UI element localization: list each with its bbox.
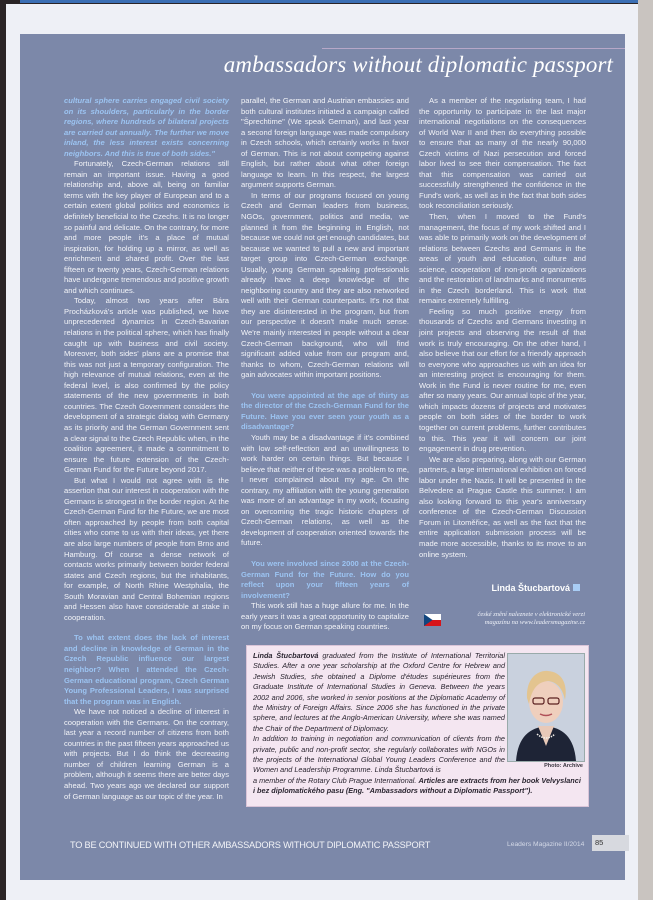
paragraph: But what I would not agree with is the assertion that our interest in cooperation with the Germans is strongest in the border region. At the Czech-German Fund for the Future, we are most often approached by people from both capital cities who come to us with their ideas, yet there are also large numbers of people from Brno and Hamburg. Of course a dense network of contacts works primarily between border federal states and Czech regions, but the inhabitants, for example, of North Rhine Westphalia, the South Moravian and Central Bohemian regions and Hessen also have considerable at stake in cooperation. bbox=[64, 475, 229, 622]
paragraph: Today, almost two years after Bára Procházková's article was published, we have unprecedented dynamics in Czech-Bavarian relations in the political sphere, which has finally caught up with business and civil society. Moreover, both sides' plans are a promise that this was not just a temporary configuration. The high relevance of mutual relations, even at the federal level, is also confirmed by the policy statements of the new governments in both countries. The Czech Government considers the development of a strategic dialog with Germany as its priority and the German Government sent a clear signal to the Czech Republic when, in the coalition agreement, it made a commitment to ensure the future extension of the Czech-German Fund for the Future beyond 2017. bbox=[64, 296, 229, 475]
title-rule bbox=[322, 48, 625, 49]
magazine-issue: Leaders Magazine II/2014 bbox=[507, 841, 585, 848]
bio-text bbox=[253, 651, 505, 776]
photo-credit: Photo: Archive bbox=[544, 763, 583, 769]
bio-name: Linda Štucbartová bbox=[253, 651, 319, 660]
paragraph: Youth may be a disadvantage if it's combined with low self-reflection and an unwillingness to work harder on certain things. But because I believe that neither of these was a problem to me, I never complained about my age. On the contrary, my affiliation with the young generation was more of an advantage in my work, focusing on overcoming the tragic historic chapters of Czech-German relations, as well as the development of cooperation oriented towards the future. bbox=[241, 432, 410, 548]
paragraph: We are also preparing, along with our German partners, a large international exhibition on forced labor under the Nazis. It will be presented in the Belvedere at Prague Castle this summer. I am also looking forward to this year's anniversary conference of the Czech-German Discussion Forum in Litoměřice, as well as the fact that the entire application submission process will be made more accessible, thanks to its move to an online system. bbox=[419, 454, 586, 559]
paragraph: We have not noticed a decline of interest in cooperation with the Germans. On the contrary, last year a record number of citizens from both countries in the past fifteen years approached us with projects. But I do think the decreasing number of children learning German is a problem, although it seems there are better days ahead. Two years ago we declared our support of German language as our topic of the year. In bbox=[64, 707, 229, 801]
column-3 bbox=[419, 96, 586, 560]
author-bio-box bbox=[246, 645, 589, 807]
page-edge bbox=[638, 0, 653, 900]
page-number: 85 bbox=[592, 835, 629, 851]
book-reference: Articles are extracts from her book Velvyslanci i bez diplomatického pasu (Eng. "Ambassadors without a Diplomatic Passport"). bbox=[253, 776, 581, 796]
bio-tail bbox=[253, 776, 583, 797]
bio-paragraph-3: a member of the Rotary Club Prague International. bbox=[253, 776, 419, 785]
bio-paragraph-1: graduated from the Institute of International Territorial Studies. After a one year scholarship at the Oxford Centre for Hebrew and Jewish Studies, she obtained a Diplome d'études supérieures from the Graduate Institute of International Studies in Geneva. Between the years 2002 and 2006, she worked in senior positions at the Diplomatic Academy of the Ministry of Foreign Affairs. Since 2006 she has functioned in the private sphere, and lectures at the Anglo-American University, where she was named the Chair of the Department of Diplomacy. bbox=[253, 651, 505, 733]
question-continued: cultural sphere carries engaged civil society on its shoulders, particularly in the border regions, where hundreds of bilateral projects are carried out annually. The further we move inland, the less interest exists concerning neighbors. And this is true of both sides." bbox=[64, 96, 229, 158]
column-1 bbox=[64, 96, 229, 802]
paragraph: Fortunately, Czech-German relations still remain an important issue. Having a good relationship and, above all, being on familiar terms with the key player of European and to a certain extent global politics and economics is definitely beneficial to the Czechs. It is no longer so painful and delicate. On the contrary, for more and more people it's a place of mutual inspiration, for holding up a mirror, as well as enrichment and shared profit. Over the last fifteen or twenty years, Czech-German relations have undergone tremendous and positive growth and which continues. bbox=[64, 159, 229, 295]
author-photo bbox=[507, 653, 585, 762]
paragraph: Feeling so much positive energy from thousands of Czechs and Germans investing in joint projects and observing the result of that work is truly encouraging. On the other hand, I also believe that our effort for a friendly approach to everyone who approaches us with an idea for an interesting project is encouraging for them. Work in the Fund is never routine for me, even after so many years. Our annual topic of the year, which impacts dozens of projects and motivates people on both sides of the border to work together on current problems, further contributes to this. This year it will concern our joint engagement in drug prevention. bbox=[419, 306, 586, 454]
paragraph: Then, when I moved to the Fund's management, the focus of my work shifted and I was able to primarily work on the development of relations between Czechs and Germans in the areas of youth and education, culture and science, cooperation of non-profit organizations and the restoration of landmarks and monuments in the Czech borderland. This is work that remains extremely fulfilling. bbox=[419, 212, 586, 306]
portrait-illustration bbox=[508, 654, 584, 761]
czech-note-line1: české znění naleznete v elektronické verzi bbox=[477, 611, 585, 618]
czech-flag-icon bbox=[424, 614, 441, 626]
interview-question: You were involved since 2000 at the Czech-German Fund for the Future. How do you reflect upon your fifteen years of involvement? bbox=[241, 558, 409, 600]
continuation-note: TO BE CONTINUED WITH OTHER AMBASSADORS WITHOUT DIPLOMATIC PASSPORT bbox=[70, 840, 431, 850]
interview-question: You were appointed at the age of thirty as the director of the Czech-German Fund for the Future. Have you ever seen your youth as a disadvantage? bbox=[241, 390, 409, 432]
column-2 bbox=[241, 96, 409, 633]
paragraph-continued: parallel, the German and Austrian embassies and both cultural institutes initiated a campaign called "Šprechtime" (We speak German), and last year a second foreign language was made compulsory in Czech schools, which certainly works in favor of German. This is not about competing against English, but rather about what other foreign language to learn. In this respect, the largest argument supports German. bbox=[241, 96, 409, 190]
czech-note-line2: magazínu na www.leadersmagazine.cz bbox=[484, 619, 585, 626]
author-signature bbox=[470, 583, 580, 593]
article-title: ambassadors without diplomatic passport bbox=[223, 52, 613, 77]
top-strip bbox=[20, 0, 638, 3]
signature-name: Linda Štucbartová bbox=[491, 583, 570, 593]
czech-version-note bbox=[455, 611, 585, 627]
paragraph: In terms of our programs focused on young Czech and German leaders from business, NGOs, government, politics and media, we planned it from the beginning in English, not because we could not get enough candidates, but because we wanted to pull a new and important target group into Czech-German exchange. Usually, young German speaking professionals already have a deep knowledge of the neighboring country and they are also networked well with their German counterparts. It's not that they are disinterested in the program, but from our perspective it doesn't make much sense. We're mainly interested in people without a clear Czech-German background, who will find significant added value from our program and, thanks to whom, Czech-German relations will gain advocates within important positions. bbox=[241, 190, 409, 380]
paragraph: This work still has a huge allure for me. In the early years it was a great opportunity to capitalize on my focus on German speaking countries. bbox=[241, 601, 409, 632]
end-mark-icon bbox=[573, 584, 580, 591]
paragraph: As a member of the negotiating team, I had the opportunity to participate in the last major international negotiations on the consequences of World War II and then do everything possible to ensure that as many of the nearly 90,000 Czech victims of Nazi persecution and forced labor lived to see their compensation. The fact that this compensation was carried out successfully strengthened the confidence in the Fund's work, as well as in the fact that both sides took reconciliation seriously. bbox=[419, 96, 586, 211]
bio-paragraph-2: In addition to training in negotiation and communication of clients from the private, public and non-profit sector, she regularly collaborates with NGOs in the projects of the International Global Young Leaders Conference and the Women and Leadership Programme. Linda Štucbartová is bbox=[253, 734, 505, 775]
interview-question: To what extent does the lack of interest and decline in knowledge of German in the Czech Republic influence our largest neighbor? When I attended the Czech-German educational program, Czech German Young Professional Leaders, I was surprised that the program was in English. bbox=[64, 633, 229, 706]
